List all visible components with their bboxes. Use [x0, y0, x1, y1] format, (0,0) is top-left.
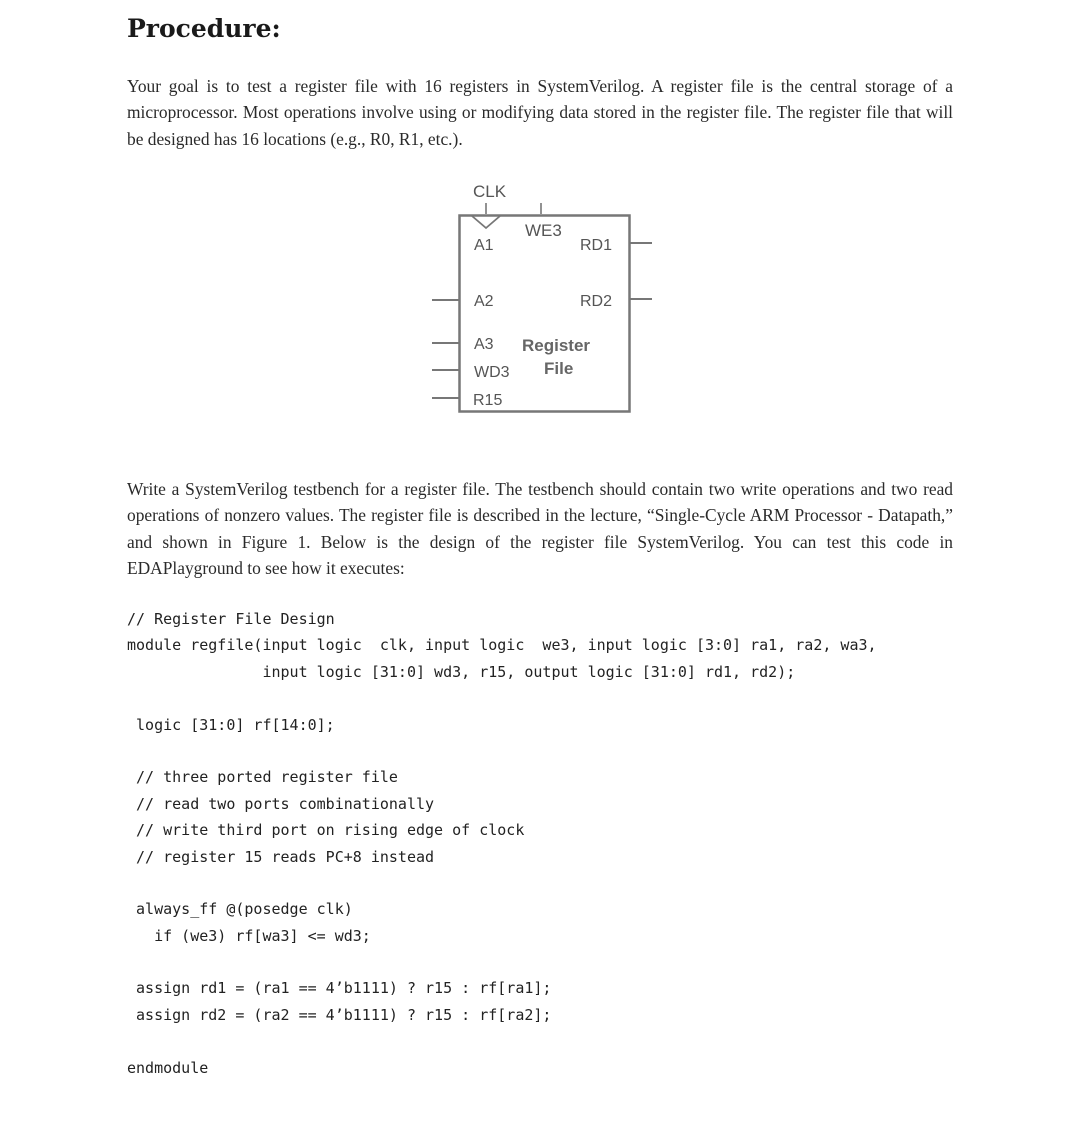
- rd1-label: RD1: [580, 237, 613, 254]
- rd2-label: RD2: [580, 293, 613, 310]
- code-line: [127, 685, 877, 711]
- code-line: assign rd1 = (ra1 == 4’b1111) ? r15 : rf[ra1];: [127, 979, 552, 998]
- code-line: if (we3) rf[wa3] <= wd3;: [127, 926, 371, 945]
- code-line: [127, 949, 877, 975]
- clk-label: CLK: [473, 182, 507, 201]
- we3-label: WE3: [525, 221, 562, 240]
- code-line: [127, 1028, 877, 1054]
- wd3-label: WD3: [474, 364, 510, 381]
- code-line: // write third port on rising edge of clock: [127, 821, 525, 840]
- r15-label: R15: [473, 392, 503, 409]
- code-line: // register 15 reads PC+8 instead: [127, 847, 435, 866]
- clock-triangle: [472, 216, 500, 228]
- a1-label: A1: [474, 237, 494, 254]
- task-paragraph: Write a SystemVerilog testbench for a register file. The testbench should contain two write operations and two read operations of nonzero values. The register file is described in the lecture, “Single-Cycle ARM Processor - Datapath,” and shown in Figure 1. Below is the design of the register file SystemVerilog. You can test this code in EDAPlayground to see how it executes:: [127, 479, 953, 578]
- code-line: input logic [31:0] wd3, r15, output logic [31:0] rd1, rd2);: [127, 662, 796, 681]
- code-line: // three ported register file: [127, 768, 398, 787]
- file-title: File: [544, 359, 574, 378]
- register-title: Register: [522, 336, 591, 355]
- register-file-diagram: [400, 170, 660, 420]
- page-heading: Procedure:: [127, 14, 281, 43]
- code-line: logic [31:0] rf[14:0];: [127, 715, 335, 734]
- code-line: [127, 870, 877, 896]
- code-line: endmodule: [127, 1058, 209, 1077]
- code-line: always_ff @(posedge clk): [127, 900, 353, 919]
- code-line: // read two ports combinationally: [127, 794, 435, 813]
- a3-label: A3: [474, 336, 494, 353]
- code-line: // Register File Design: [127, 610, 335, 628]
- intro-paragraph: Your goal is to test a register file with 16 registers in SystemVerilog. A register file is the central storage of a microprocessor. Most operations involve using or modifying data stored in the register file. The register file that will be designed has 16 locations (e.g., R0, R1, etc.).: [127, 76, 953, 149]
- code-line: module regfile(input logic clk, input logic we3, input logic [3:0] ra1, ra2, wa3,: [127, 636, 877, 655]
- code-block: [127, 606, 877, 1081]
- code-line: assign rd2 = (ra2 == 4’b1111) ? r15 : rf[ra2];: [127, 1005, 552, 1024]
- a2-label: A2: [474, 293, 494, 310]
- code-line: [127, 738, 877, 764]
